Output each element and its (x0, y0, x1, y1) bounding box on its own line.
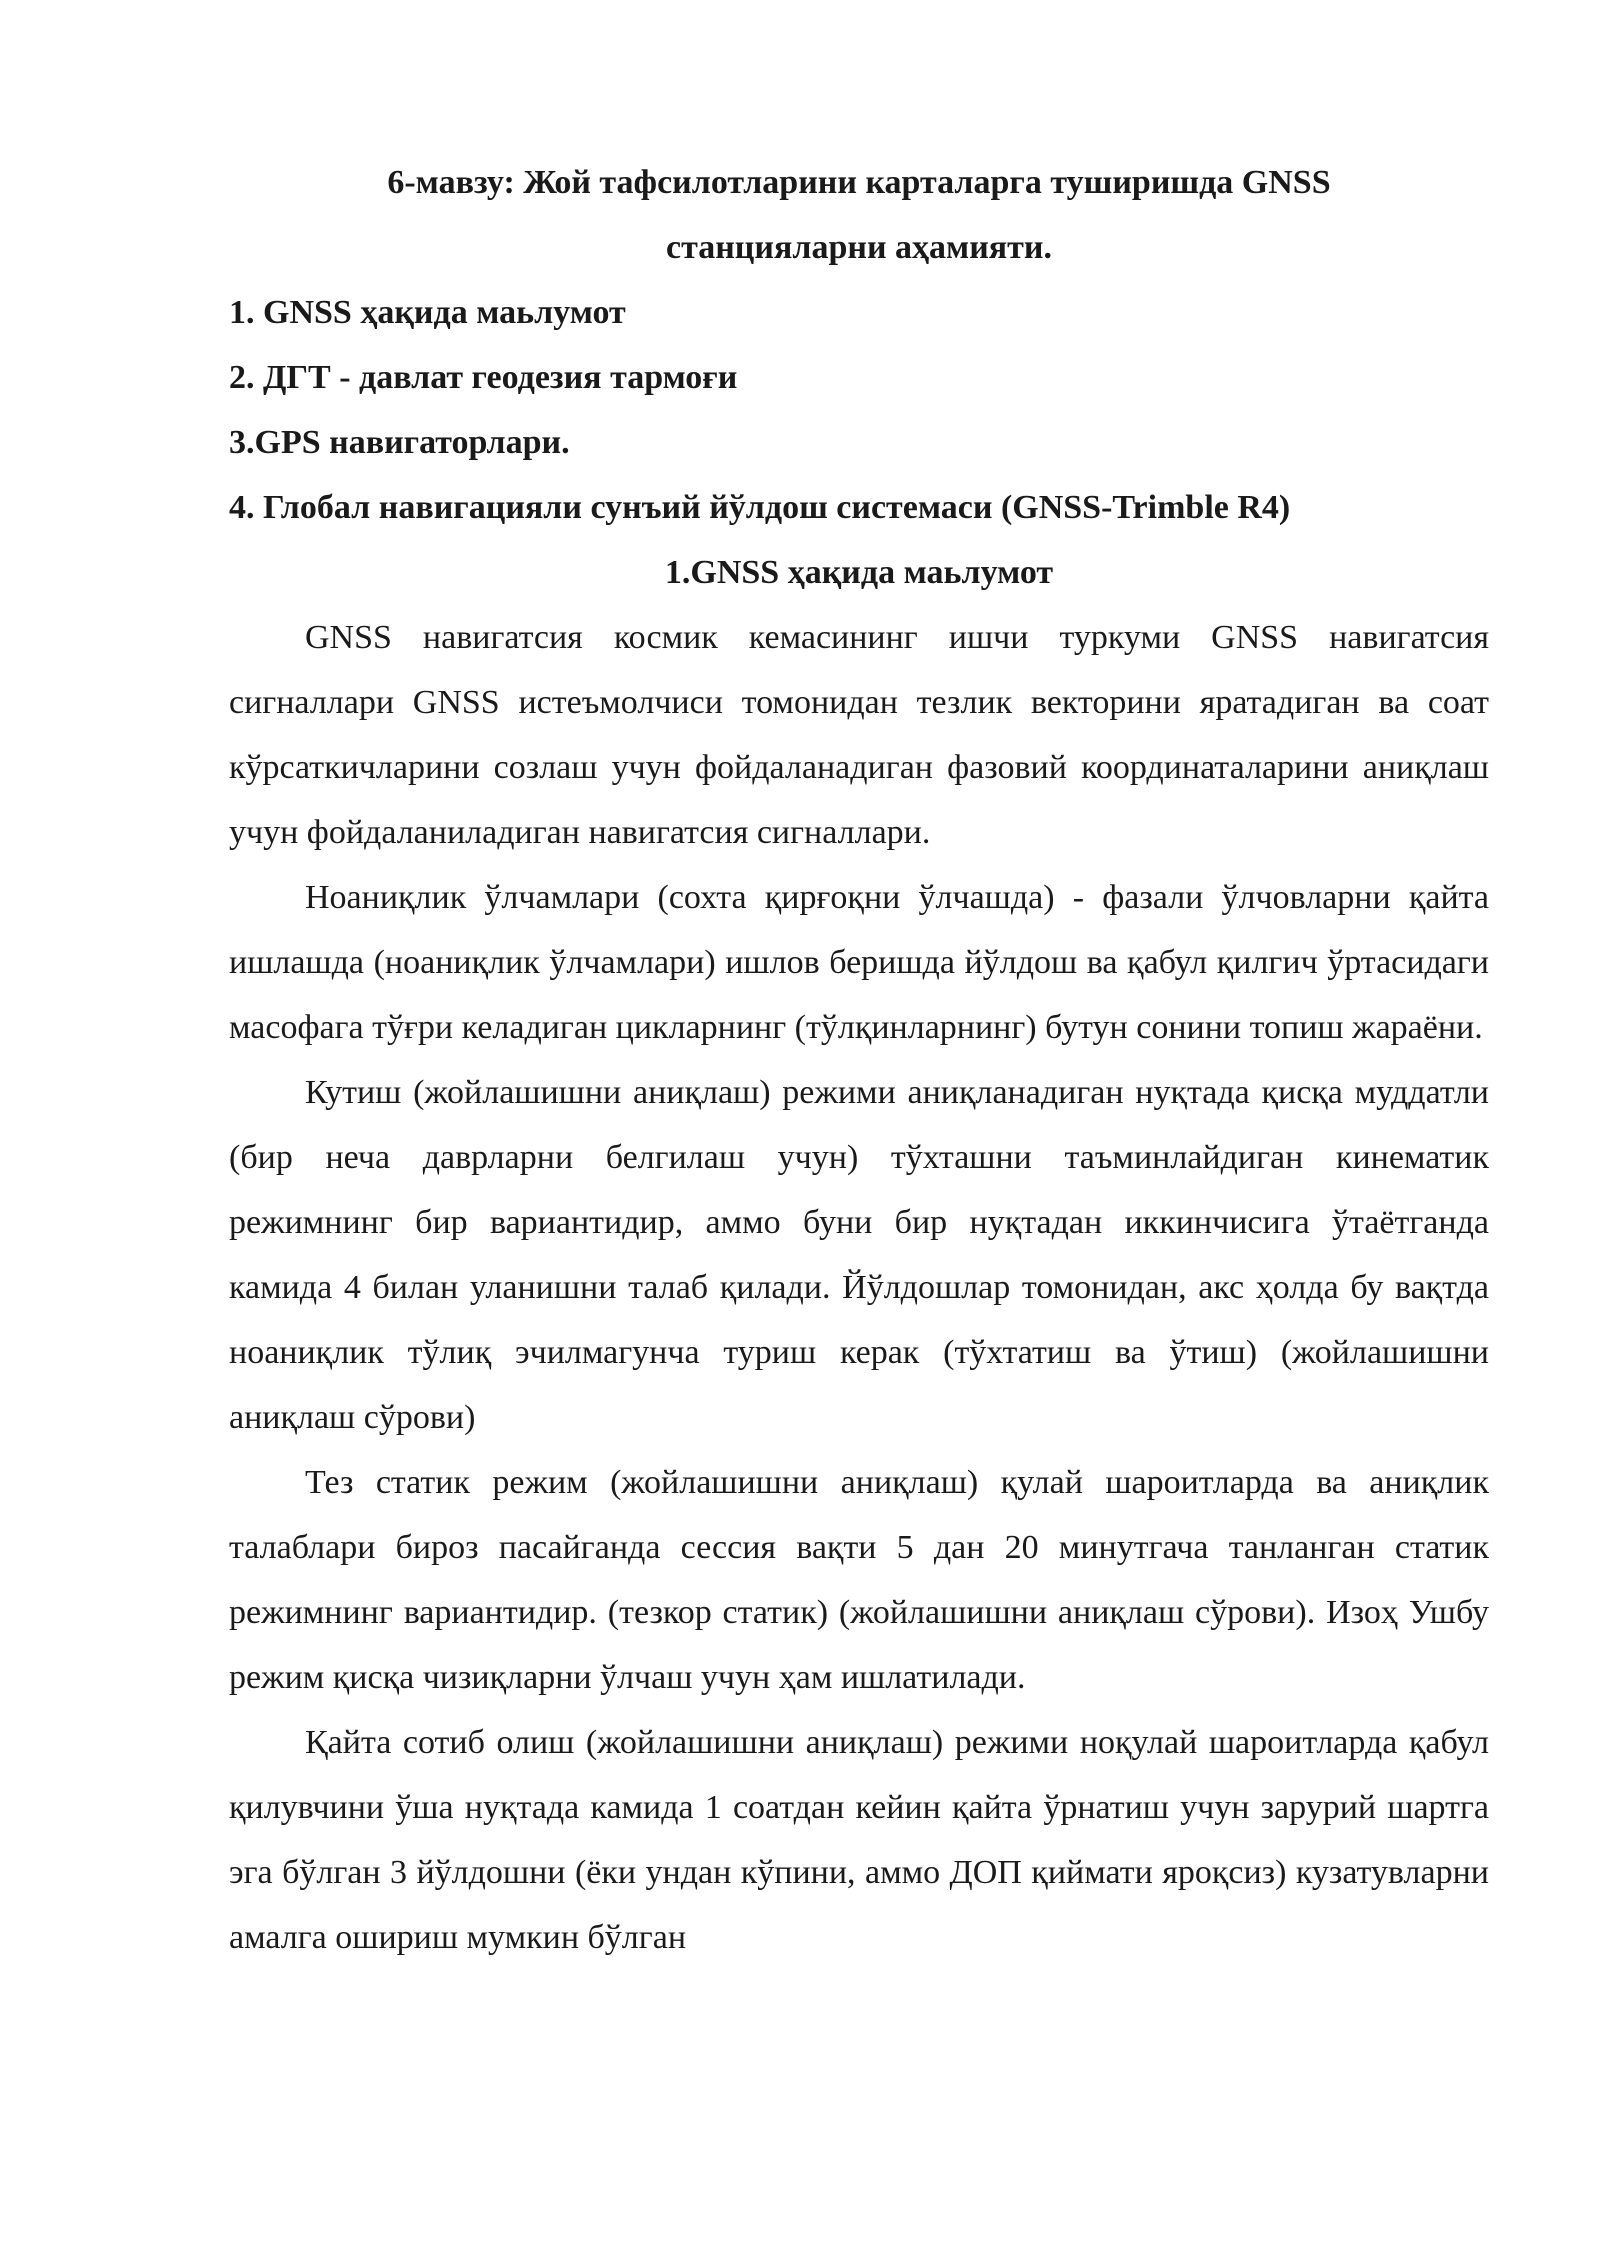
topic-outline (229, 280, 1489, 540)
body-paragraph: GNSS навигатсия космик кемасининг ишчи туркуми GNSS навигатсия сигналлари GNSS истеъмолчиси томонидан тезлик векторини яратадиган ва соат кўрсаткичларини созлаш учун фойдаланадиган фазовий координаталарини аниқлаш учун фойдаланиладиган навигатсия сигналлари. (229, 619, 1489, 851)
outline-item: 4. Глобал навигацияли сунъий йўлдош системаси (GNSS-Trimble R4) (229, 489, 1291, 526)
outline-item: 3.GPS навигаторлари. (229, 424, 570, 461)
body-paragraph: Ноаниқлик ўлчамлари (сохта қирғоқни ўлчашда) - фазали ўлчовларни қайта ишлашда (ноаниқлик ўлчамлари) ишлов беришда йўлдош ва қабул қилгич ўртасидаги масофага тўғри келадиган цикларнинг (тўлқинларнинг) бутун сонини топиш жараёни. (229, 879, 1489, 1046)
outline-item: 1. GNSS ҳақида маьлумот (229, 294, 626, 331)
document-title: 6-мавзу: Жой тафсилотларини карталарга туширишда GNSS станцияларни аҳамияти. (387, 164, 1331, 266)
body-paragraph: Тез статик режим (жойлашишни аниқлаш) қулай шароитларда ва аниқлик талаблари бироз пасайганда сессия вақти 5 дан 20 минутгача танланган статик режимнинг вариантидир. (тезкор статик) (жойлашишни аниқлаш сўрови). Изоҳ Ушбу режим қисқа чизиқларни ўлчаш учун ҳам ишлатилади. (229, 1464, 1489, 1696)
body-paragraph: Қайта сотиб олиш (жойлашишни аниқлаш) режими ноқулай шароитларда қабул қилувчини ўша нуқтада камида 1 соатдан кейин қайта ўрнатиш учун зарурий шартга эга бўлган 3 йўлдошни (ёки ундан кўпини, аммо ДОП қиймати яроқсиз) кузатувларни амалга ошириш мумкин бўлган (229, 1724, 1489, 1956)
document-page (229, 150, 1489, 1970)
outline-item: 2. ДГТ - давлат геодезия тармоғи (229, 359, 738, 396)
body-paragraph: Кутиш (жойлашишни аниқлаш) режими аниқланадиган нуқтада қисқа муддатли (бир неча даврларни белгилаш учун) тўхташни таъминлайдиган кинематик режимнинг бир вариантидир, аммо буни бир нуқтадан иккинчисига ўтаётганда камида 4 билан уланишни талаб қилади. Йўлдошлар томонидан, акс ҳолда бу вақтда ноаниқлик тўлиқ эчилмагунча туриш керак (тўхтатиш ва ўтиш) (жойлашишни аниқлаш сўрови) (229, 1074, 1489, 1436)
section-heading: 1.GNSS ҳақида маьлумот (664, 554, 1054, 591)
